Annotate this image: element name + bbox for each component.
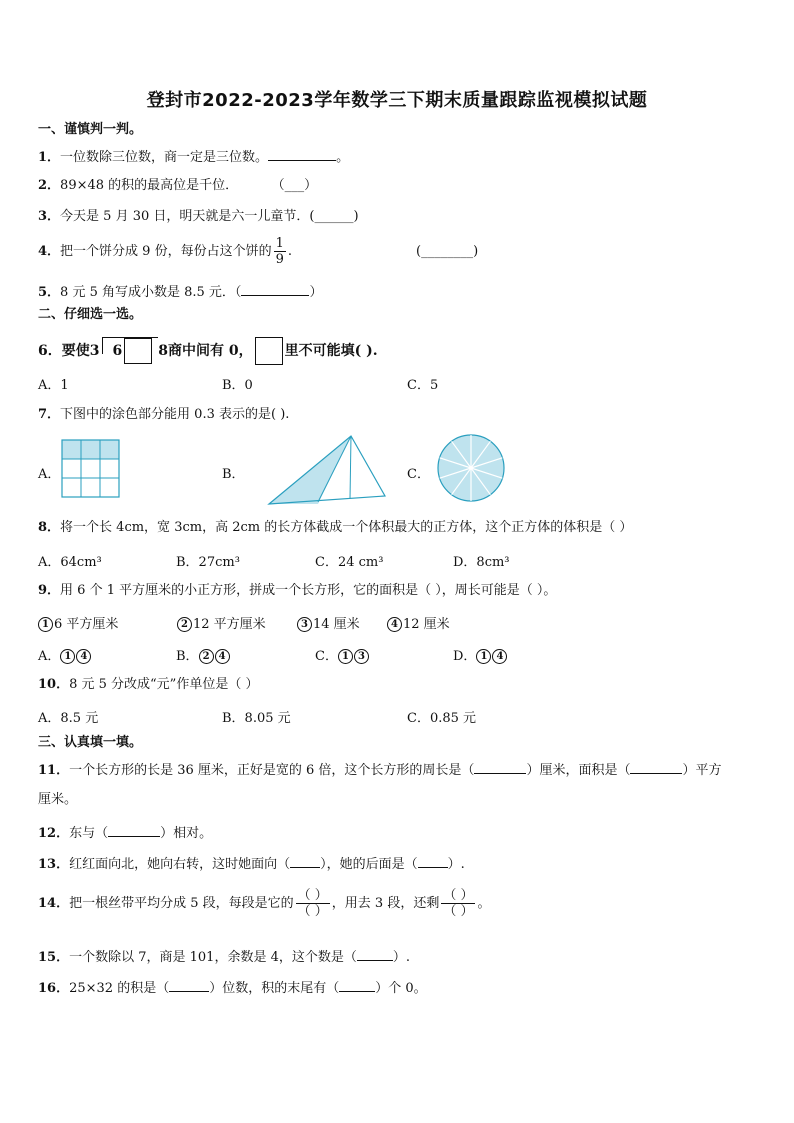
fraction-denominator[interactable]: （ ） [443,904,474,919]
option-label: B． [176,649,199,664]
option-b[interactable]: B． [222,467,245,482]
question-text: ）相对。 [160,826,213,841]
option-a[interactable] [38,645,92,664]
question-1 [38,146,349,167]
answer-blank[interactable] [357,946,393,961]
question-8 [38,519,632,537]
fraction-denominator[interactable]: （ ） [297,904,328,919]
choice-item-2 [177,613,266,632]
question-text: 8 元 5 角写成小数是 8.5 元．（ [60,285,242,300]
section-heading-2: 二、仔细选一选。 [38,307,143,322]
question-text: ）位数，积的末尾有（ [209,981,340,996]
question-number: 1． [38,150,61,165]
question-text-end: 。 [336,150,350,165]
question-text: 把一个饼分成 9 份，每份占这个饼的 [60,244,272,259]
answer-blank[interactable] [474,759,526,774]
question-text: 8商中间有 0， [158,343,253,359]
question-3 [38,208,359,226]
circled-number: 4 [387,617,402,632]
page-title: 登封市2022-2023学年数学三下期末质量跟踪监视模拟试题 [146,90,648,111]
answer-blank[interactable] [630,759,682,774]
question-number: 10． [38,677,70,692]
answer-blank[interactable] [241,281,309,296]
option-b[interactable]: B．0 [222,378,253,393]
question-6 [38,337,378,365]
option-label: A． [38,649,61,664]
question-text: 8 元 5 分改成“元”作单位是（ ） [69,677,259,692]
question-text: 东与（ [69,826,109,841]
division-bracket [102,337,159,359]
option-b[interactable]: B．27cm³ [176,555,240,570]
circled-number: 2 [177,617,192,632]
question-number: 12． [38,826,70,841]
option-c[interactable]: C．5 [407,378,439,393]
question-number: 5． [38,285,61,300]
option-d[interactable] [453,645,508,664]
answer-blank[interactable] [290,853,320,868]
option-a[interactable]: A．1 [38,378,69,393]
question-12 [38,822,212,843]
circled-number: 2 [199,649,214,664]
question-text: 红红面向北，她向右转，这时她面向（ [69,857,291,872]
answer-blank[interactable] [418,853,448,868]
option-c[interactable] [315,645,370,664]
option-label: C． [315,649,338,664]
section-heading-1: 一、谨慎判一判。 [38,122,143,137]
question-text: 今天是 5 月 30 日，明天就是六一儿童节． [60,209,310,224]
choice-item-text: 12 平方厘米 [193,617,266,632]
choice-item-1 [38,613,118,632]
question-text: ）. [447,857,465,872]
question-text: 下图中的涂色部分能用 0.3 表示的是( ). [60,407,290,422]
question-text: ）厘米，面积是（ [526,763,631,778]
answer-blank[interactable] [268,146,336,161]
fraction-blank[interactable] [441,888,475,919]
question-number: 7． [38,407,61,422]
question-text-end: ） [309,285,323,300]
question-text: ）平方 [682,763,722,778]
question-number: 11． [38,763,70,778]
option-a[interactable]: A． [38,467,61,482]
question-number: 9． [38,583,61,598]
question-number: 6． [38,343,62,359]
question-text: 一位数除三位数，商一定是三位数。 [60,150,269,165]
circle-figure [436,433,506,503]
circled-number: 3 [354,649,369,664]
question-text: ）个 0。 [375,981,427,996]
circled-number: 1 [476,649,491,664]
choice-item-3 [297,613,360,632]
question-text: ），她的后面是（ [320,857,418,872]
fraction-numerator: 1 [275,236,284,251]
question-text-end: . [287,244,293,259]
fraction-numerator[interactable]: （ ） [443,888,474,903]
question-13 [38,853,465,874]
question-text: 一个长方形的长是 36 厘米，正好是宽的 6 倍，这个长方形的周长是（ [69,763,475,778]
question-text: 用 6 个 1 平方厘米的小正方形，拼成一个长方形，它的面积是（ ），周长可能是（ ）。 [60,583,557,598]
circled-number: 4 [215,649,230,664]
answer-paren[interactable]: (________) [416,244,479,259]
digit-box[interactable] [255,337,283,365]
question-11-line-2: 厘米。 [38,792,78,807]
fraction-denominator: 9 [275,252,284,267]
question-text: 把一根丝带平均分成 5 段，每段是它的 [69,896,294,911]
question-9 [38,582,556,600]
circled-number: 1 [60,649,75,664]
question-text: ，用去 3 段，还剩 [331,896,440,911]
question-11 [38,759,721,780]
question-text: 一个数除以 7，商是 101，余数是 4，这个数是（ [69,950,357,965]
circled-number: 1 [338,649,353,664]
option-b[interactable] [176,645,231,664]
question-16 [38,977,427,998]
choice-item-text: 6 平方厘米 [54,617,119,632]
circled-number: 4 [492,649,507,664]
question-15 [38,946,410,967]
option-c[interactable]: C．24 cm³ [315,555,384,570]
choice-item-4 [387,613,450,632]
question-4 [38,236,478,267]
question-number: 16． [38,981,70,996]
answer-blank[interactable] [339,977,375,992]
grid-figure [61,439,121,499]
question-text: 将一个长 4cm，宽 3cm，高 2cm 的长方体截成一个体积最大的正方体，这个正方体的体积是（ ） [60,520,633,535]
question-number: 15． [38,950,70,965]
fraction [274,236,286,267]
fraction-numerator[interactable]: （ ） [297,888,328,903]
circled-number: 1 [38,617,53,632]
question-text: 89×48 的积的最高位是千位． [60,178,239,193]
question-number: 14． [38,896,70,911]
circled-number: 3 [297,617,312,632]
fraction-blank[interactable] [296,888,330,919]
section-heading-3: 三、认真填一填。 [38,735,143,750]
answer-paren[interactable]: (______) [309,209,359,224]
answer-paren[interactable]: （___） [278,178,318,193]
digit-box[interactable] [124,338,152,364]
question-5 [38,281,322,302]
question-number: 2． [38,178,61,193]
option-a[interactable]: A．8.5 元 [38,711,99,726]
question-text: 25×32 的积是（ [69,981,170,996]
circled-number: 4 [76,649,91,664]
triangle-figure [266,433,388,507]
choice-item-text: 12 厘米 [403,617,450,632]
answer-blank[interactable] [169,977,209,992]
option-b[interactable]: B．8.05 元 [222,711,291,726]
question-number: 13． [38,857,70,872]
question-7 [38,406,289,424]
question-14 [38,888,490,919]
question-text: 要使3 [61,343,100,359]
question-number: 3． [38,209,61,224]
option-c[interactable]: C．0.85 元 [407,711,477,726]
choice-item-text: 14 厘米 [313,617,360,632]
option-d[interactable]: D．8cm³ [453,555,510,570]
answer-blank[interactable] [108,822,160,837]
question-number: 4． [38,244,61,259]
question-number: 8． [38,520,61,535]
question-text-end: 。 [477,896,491,911]
option-label: D． [453,649,477,664]
dividend-digit: 6 [112,343,123,359]
option-c[interactable]: C． [407,467,430,482]
question-text: ）. [392,950,410,965]
question-2 [38,177,317,195]
question-10 [38,676,258,694]
option-a[interactable]: A．64cm³ [38,555,102,570]
question-text: 里不可能填( ). [284,343,378,359]
